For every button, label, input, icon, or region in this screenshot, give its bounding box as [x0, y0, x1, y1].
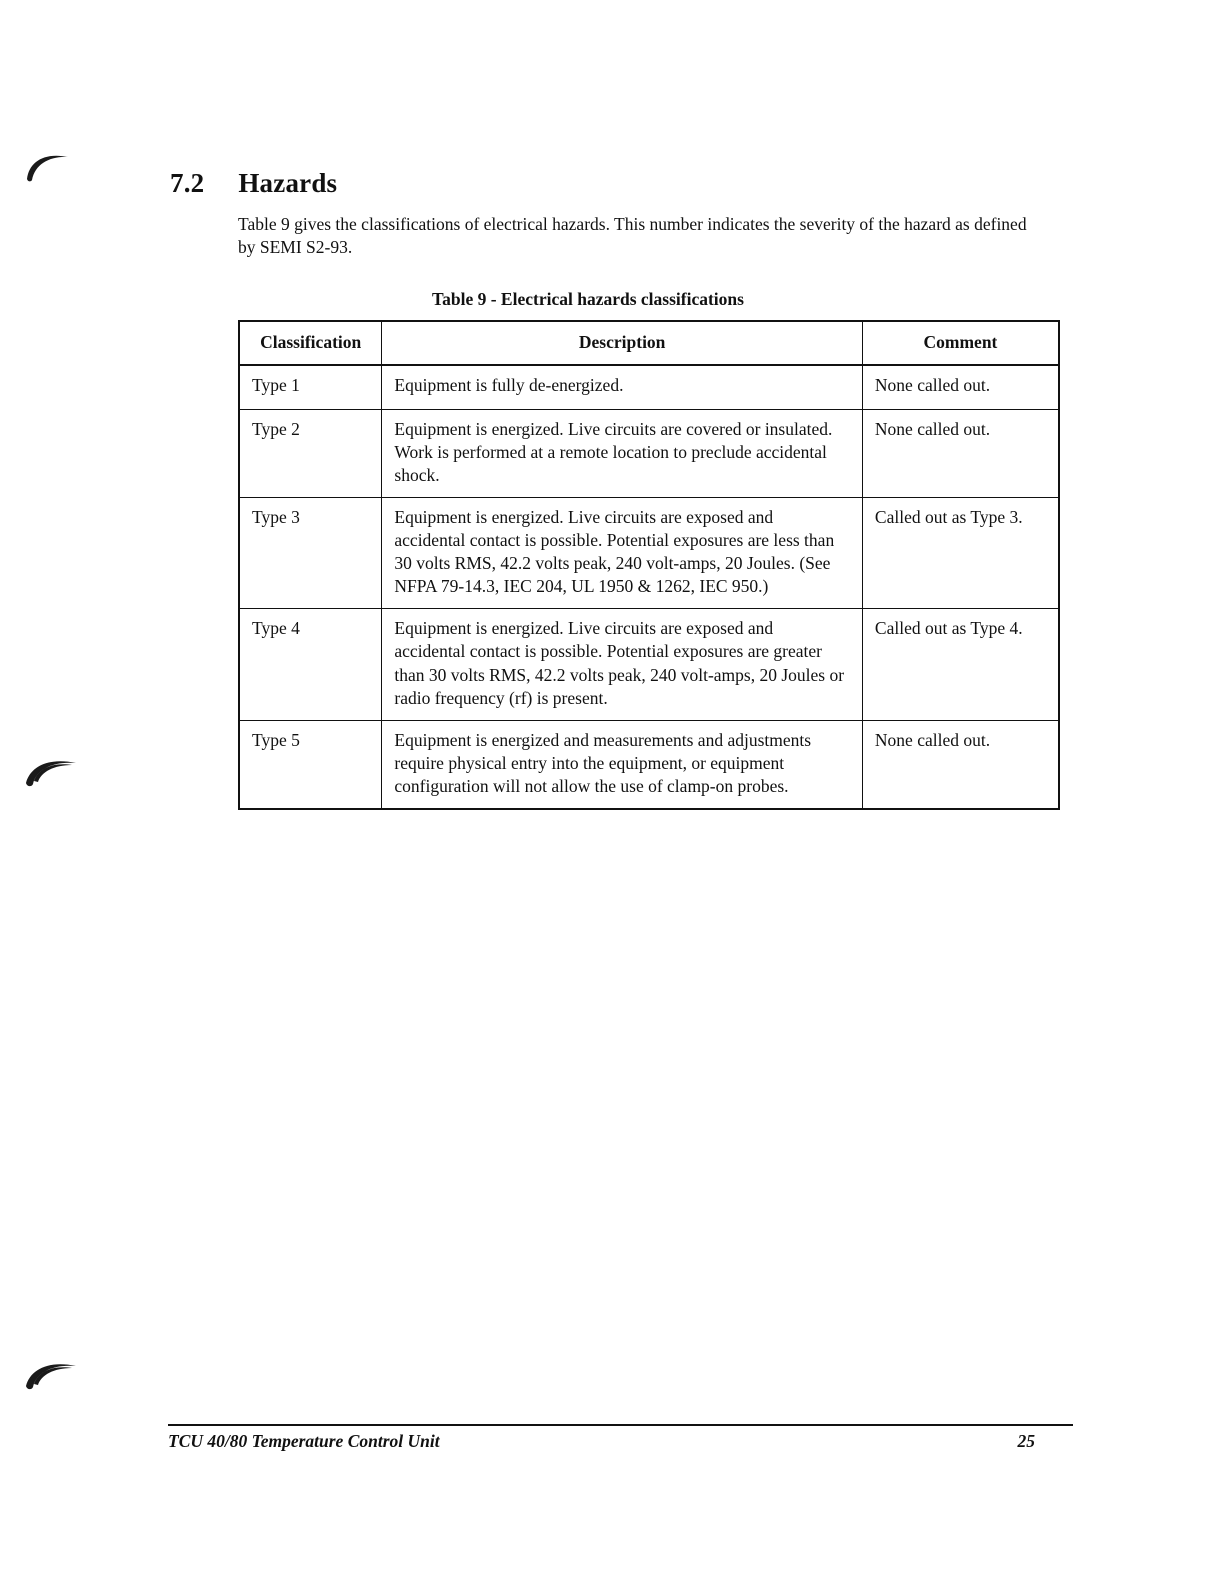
- cell-comment: Called out as Type 4.: [862, 609, 1059, 720]
- column-header-comment: Comment: [862, 321, 1059, 365]
- table-row: [239, 720, 1059, 809]
- section-number: 7.2: [170, 168, 205, 198]
- table-row: [239, 409, 1059, 497]
- cell-description: Equipment is fully de-energized.: [382, 365, 863, 409]
- cell-description: Equipment is energized and measurements and adjustments require physical entry into the equipment, or equipment configuration will not allow the use of clamp-on probes.: [382, 720, 863, 809]
- table-row: [239, 365, 1059, 409]
- cell-comment: None called out.: [862, 720, 1059, 809]
- cell-classification: Type 5: [239, 720, 382, 809]
- hazards-table: [238, 320, 1060, 810]
- cell-classification: Type 1: [239, 365, 382, 409]
- cell-classification: Type 2: [239, 409, 382, 497]
- cell-description: Equipment is energized. Live circuits are exposed and accidental contact is possible. Potential exposures are less than 30 volts RMS, 42.2 volts peak, 240 volt-amps, 20 Joules. (See NFPA 79-14.3, IEC 204, UL 1950 & 1262, IEC 950.): [382, 497, 863, 608]
- scan-artifact-middle: [24, 755, 82, 789]
- intro-paragraph: Table 9 gives the classifications of electrical hazards. This number indicates the severity of the hazard as defined by SEMI S2-93.: [238, 214, 1027, 258]
- column-header-description: Description: [382, 321, 863, 365]
- table-header-row: [239, 321, 1059, 365]
- table-caption: Table 9 - Electrical hazards classifications: [432, 289, 744, 310]
- cell-description: Equipment is energized. Live circuits are covered or insulated. Work is performed at a remote location to preclude accidental shock.: [382, 409, 863, 497]
- section-title: Hazards: [238, 168, 338, 198]
- table-row: [239, 609, 1059, 720]
- footer-page-number: 25: [1017, 1431, 1035, 1451]
- cell-comment: None called out.: [862, 409, 1059, 497]
- column-header-classification: Classification: [239, 321, 382, 365]
- footer-document-title: TCU 40/80 Temperature Control Unit: [168, 1431, 440, 1451]
- cell-description: Equipment is energized. Live circuits are exposed and accidental contact is possible. Potential exposures are greater than 30 volts RMS, 42.2 volts peak, 240 volt-amps, 20 Joules or radio frequency (rf) is present.: [382, 609, 863, 720]
- cell-classification: Type 3: [239, 497, 382, 608]
- cell-comment: Called out as Type 3.: [862, 497, 1059, 608]
- cell-classification: Type 4: [239, 609, 382, 720]
- table-row: [239, 497, 1059, 608]
- section-content: [170, 168, 1070, 810]
- cell-comment: None called out.: [862, 365, 1059, 409]
- section-heading: [170, 168, 1070, 199]
- page-footer: [168, 1424, 1073, 1452]
- scan-artifact-top: [24, 148, 76, 184]
- scan-artifact-bottom: [24, 1358, 82, 1392]
